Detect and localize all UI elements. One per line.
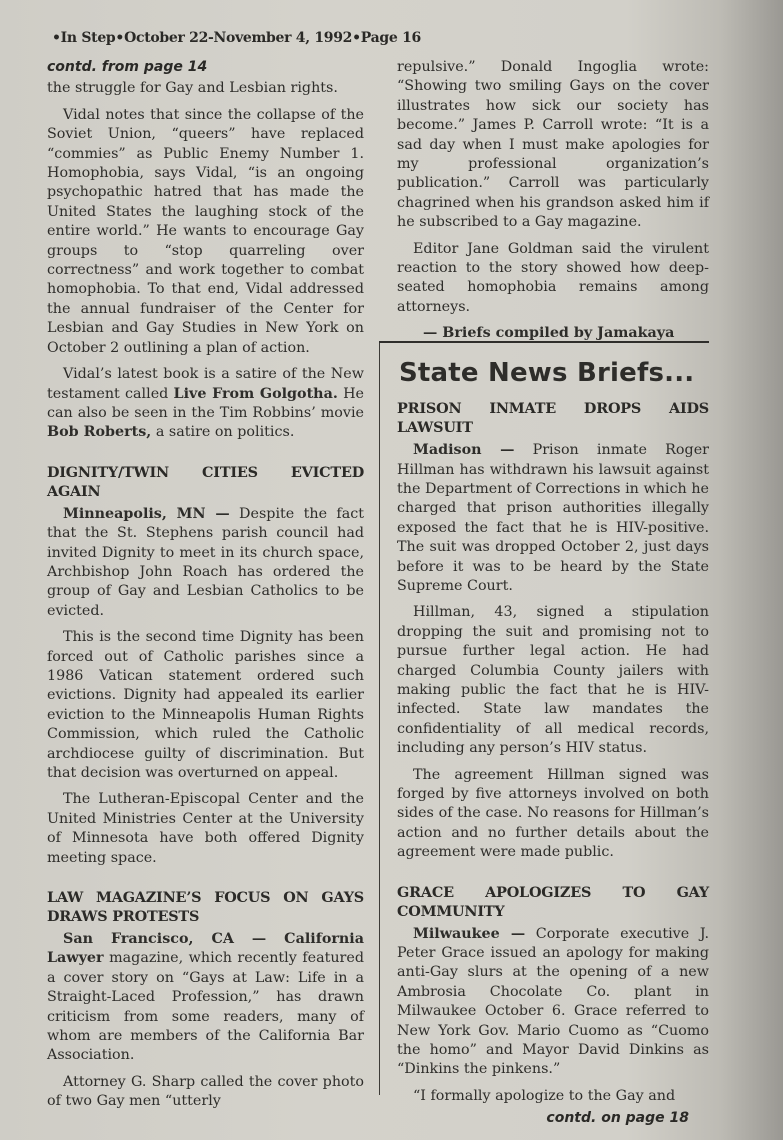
continued-on-label: contd. on page 18 <box>546 1110 689 1127</box>
dignity-headline: DIGNITY/TWIN CITIES EVICTED AGAIN <box>47 463 364 500</box>
grace-headline: GRACE APOLOGIZES TO GAY COMMUNITY <box>397 883 709 920</box>
prison-headline: PRISON INMATE DROPS AIDS LAWSUIT <box>397 400 709 437</box>
law-magazine-paragraph-4: Editor Jane Goldman said the virulent reaction to the story showed how deep-seated homophobia remains among attorneys. <box>397 240 709 315</box>
article-law-magazine-continued <box>397 58 709 344</box>
article-dignity <box>47 463 364 868</box>
briefs-byline: — Briefs compiled by Jamakaya <box>423 325 675 342</box>
article-vidal <box>47 79 364 442</box>
movie-title: Bob Roberts, <box>47 424 152 441</box>
dignity-paragraph-2: This is the second time Dignity has been forced out of Catholic parishes since a 1986 Vatican statement ordered such evictions. Dignity had appealed its earlier eviction to the Minneapolis Human Rights Commission, which ruled the Catholic archdiocese guilty of discrimination. But that decision was overturned on appeal. <box>47 629 364 781</box>
dignity-p1-text: Despite the fact that the St. Stephens parish council had invited Dignity to meet in its church space, Archbishop John Roach has ordered the group of Gay and Lesbian Catholics to be evicted. <box>47 505 364 619</box>
law-magazine-dateline: San Francisco, CA — California Lawyer <box>47 931 364 967</box>
grace-p1-text: Corporate executive J. Peter Grace issued an apology for making anti-Gay slurs at the opening of a new Ambrosia Chocolate Co. plant in Milwaukee October 6. Grace referred to New York Gov. Mario Cuomo as “Cuomo the homo” and Mayor David Dinkins as “Dinkins the pinkens.” <box>397 925 710 1078</box>
right-column <box>397 58 709 1131</box>
prison-p1-text: Prison inmate Roger Hillman has withdrawn his lawsuit against the Department of Corrections in which he charged that prison authorities illegally exposed the fact that he is HIV-positive. The suit was dropped October 2, just days before it was to be heard by the State Supreme Court. <box>397 442 709 594</box>
prison-paragraph-3: The agreement Hillman signed was forged by five attorneys involved on both sides of the case. No reasons for Hillman’s action and no further details about the agreement were made public. <box>397 766 709 861</box>
prison-paragraph-1 <box>397 441 709 596</box>
vidal-paragraph-2: Vidal notes that since the collapse of the Soviet Union, “queers” have replaced “commies” as Public Enemy Number 1. Homophobia, says Vidal, “is an ongoing psychopathic hatred that has made the United States the laughing stock of the entire world.” He wants to encourage Gay groups to “stop quarreling over correctness” and work together to combat homophobia. To that end, Vidal addressed the annual fundraiser of the Center for Lesbian and Gay Studies in New York on October 2 outlining a plan of action. <box>47 106 364 356</box>
left-column <box>47 58 364 1119</box>
vidal-p3-text-a: Vidal’s latest book is a satire of the New testament called <box>47 366 364 402</box>
continued-from-label: contd. from page 14 <box>47 59 208 75</box>
vidal-paragraph-1: the struggle for Gay and Lesbian rights. <box>47 80 338 97</box>
article-law-magazine <box>47 888 364 1112</box>
vidal-paragraph-3 <box>47 365 364 443</box>
law-magazine-headline: LAW MAGAZINE’S FOCUS ON GAYS DRAWS PROTESTS <box>47 889 364 926</box>
dignity-dateline: Minneapolis, MN — <box>63 505 230 522</box>
grace-dateline: Milwaukee — <box>413 925 526 942</box>
article-grace <box>397 883 709 1129</box>
law-magazine-paragraph-1 <box>47 930 364 1066</box>
book-title: Live From Golgotha. <box>173 385 338 402</box>
vidal-p3-text-c: a satire on politics. <box>151 424 295 441</box>
page-folio: •In Step•October 22-November 4, 1992•Page 16 <box>52 30 421 46</box>
article-prison <box>397 399 709 863</box>
grace-paragraph-2: “I formally apologize to the Gay and <box>413 1087 676 1104</box>
vidal-p3-text-b: He can also be seen in the Tim Robbins’ movie <box>47 385 364 421</box>
law-magazine-paragraph-3: repulsive.” Donald Ingoglia wrote: “Showing two smiling Gays on the cover illustrates how sick our society has become.” James P. Carroll wrote: “It is a sad day when I must make apologies for my professional organization’s publication.” Carroll was particularly chagrined when his grandson asked him if he subscribed to a Gay magazine. <box>397 59 709 231</box>
law-magazine-paragraph-2: Attorney G. Sharp called the cover photo of two Gay men “utterly <box>47 1073 364 1110</box>
grace-paragraph-1 <box>397 925 709 1080</box>
section-title: State News Briefs... <box>399 357 695 388</box>
law-magazine-p1-text: magazine, which recently featured a cover story on “Gays at Law: Life in a Straight-Laced Profession,” has drawn criticism from some readers, many of whom are members of the California Bar Association. <box>47 950 364 1064</box>
prison-paragraph-2: Hillman, 43, signed a stipulation dropping the suit and promising not to pursue further legal action. He had charged Columbia County jailers with making public the fact that he is HIV-infected. State law mandates the confidentiality of all medical records, including any person’s HIV status. <box>397 604 709 757</box>
dignity-paragraph-3: The Lutheran-Episcopal Center and the United Ministries Center at the University of Minnesota have both offered Dignity meeting space. <box>47 791 364 866</box>
prison-dateline: Madison — <box>413 442 515 459</box>
column-divider-rule <box>379 343 380 1095</box>
dignity-paragraph-1 <box>47 505 364 621</box>
